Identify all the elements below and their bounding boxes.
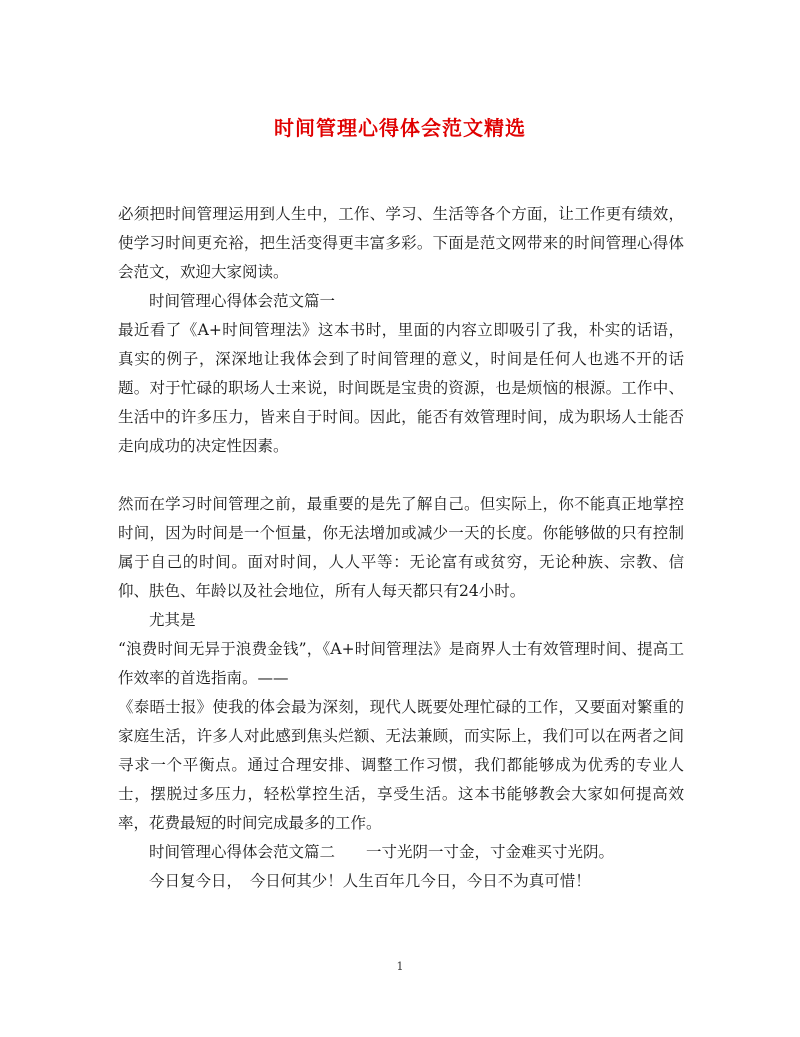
- paragraph-intro: 必须把时间管理运用到人生中，工作、学习、生活等各个方面，让工作更有绩效，使学习时间更充裕，把生活变得更丰富多彩。下面是范文网带来的时间管理心得体会范文，欢迎大家阅读。: [118, 205, 684, 281]
- paragraph-two: 然而在学习时间管理之前，最重要的是先了解自己。但实际上，你不能真正地掌控时间，因为时间是一个恒量，你无法增加或减少一天的长度。你能够做的只有控制属于自己的时间。面对时间，人人平等：无论富有或贫穷，无论种族、宗教、信仰、肤色、年龄以及社会地位，所有人每天都只有24小时。: [118, 495, 684, 600]
- section-heading-one: 时间管理心得体会范文篇一: [149, 292, 336, 310]
- document-title: 时间管理心得体会范文精选: [274, 116, 526, 140]
- paragraph-spacer: [118, 461, 684, 490]
- paragraph-poem: 今日复今日， 今日何其少！人生百年几今日，今日不为真可惜！: [149, 872, 591, 890]
- paragraph-one: 最近看了《A+时间管理法》这本书时，里面的内容立即吸引了我，朴实的话语，真实的例子，深深地让我体会到了时间管理的意义，时间是任何人也逃不开的话题。对于忙碌的职场人士来说，时间既是宝贵的资源，也是烦恼的根源。工作中、生活中的许多压力，皆来自于时间。因此，能否有效管理时间，成为职场人士能否走向成功的决定性因素。: [118, 321, 684, 455]
- section-heading-two: 时间管理心得体会范文篇二 一寸光阴一寸金，寸金难买寸光阴。: [149, 843, 615, 861]
- page-number: 1: [396, 960, 404, 973]
- paragraph-three: 《泰晤士报》使我的体会最为深刻，现代人既要处理忙碌的工作，又要面对繁重的家庭生活，许多人对此感到焦头烂额、无法兼顾，而实际上，我们可以在两者之间寻求一个平衡点。通过合理安排、调整工作习惯，我们都能够成为优秀的专业人士，摆脱过多压力，轻松掌控生活，享受生活。这本书能够教会大家如何提高效率，花费最短的时间完成最多的工作。: [118, 698, 684, 832]
- paragraph-quote: “浪费时间无异于浪费金钱”，《A+时间管理法》是商界人士有效管理时间、提高工作效率的首选指南。——: [118, 640, 684, 687]
- paragraph-lead-in: 尤其是: [149, 611, 196, 629]
- document-body: [118, 200, 684, 896]
